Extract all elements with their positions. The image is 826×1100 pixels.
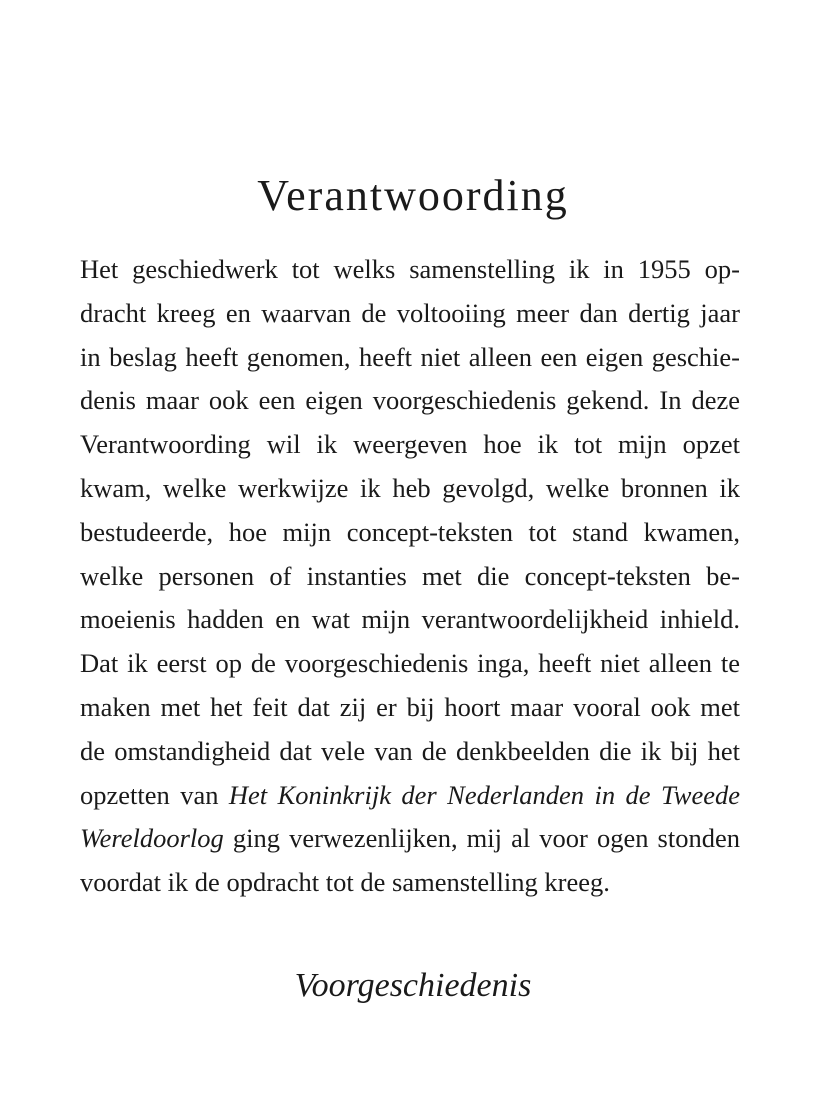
text-line-14-end: ging verwezenlijken, mij al voor ogen stonden (223, 823, 740, 854)
book-title-part-1: Het Koninkrijk der Nederlanden in de Tweede (228, 779, 740, 810)
page-title: Verantwoording (257, 171, 569, 220)
book-title-part-2: Wereldoorlog (80, 823, 224, 854)
text-line-8: welke personen of instanties met die concept-teksten be- (80, 560, 740, 591)
body-paragraph (80, 248, 740, 905)
text-line-13-start: opzetten van (80, 779, 229, 810)
text-line-6: kwam, welke werkwijze ik heb gevolgd, welke bronnen ik (80, 472, 740, 503)
text-line-14 (80, 817, 740, 861)
text-line-4: denis maar ook een eigen voorgeschiedenis gekend. In deze (80, 385, 740, 416)
text-line-11: maken met het feit dat zij er bij hoort maar vooral ook met (80, 691, 740, 722)
text-line-7: bestudeerde, hoe mijn concept-teksten tot stand kwamen, (80, 516, 740, 547)
text-line-5: Verantwoording wil ik weergeven hoe ik tot mijn opzet (80, 429, 740, 460)
text-line-13 (80, 774, 740, 818)
text-line-12: de omstandigheid dat vele van de denkbeelden die ik bij het (80, 735, 740, 766)
text-line-2: dracht kreeg en waarvan de voltooiing meer dan dertig jaar (80, 297, 740, 328)
text-line-15: voordat ik de opdracht tot de samenstelling kreeg. (80, 867, 610, 898)
text-line-10: Dat ik eerst op de voorgeschiedenis inga, heeft niet alleen te (80, 648, 740, 679)
section-heading: Voorgeschiedenis (294, 967, 532, 1004)
text-line-3: in beslag heeft genomen, heeft niet alleen een eigen geschie- (80, 341, 740, 372)
text-line-1: Het geschiedwerk tot welks samenstelling ik in 1955 op- (80, 254, 740, 284)
text-line-9: moeienis hadden en wat mijn verantwoordelijkheid inhield. (80, 604, 740, 635)
